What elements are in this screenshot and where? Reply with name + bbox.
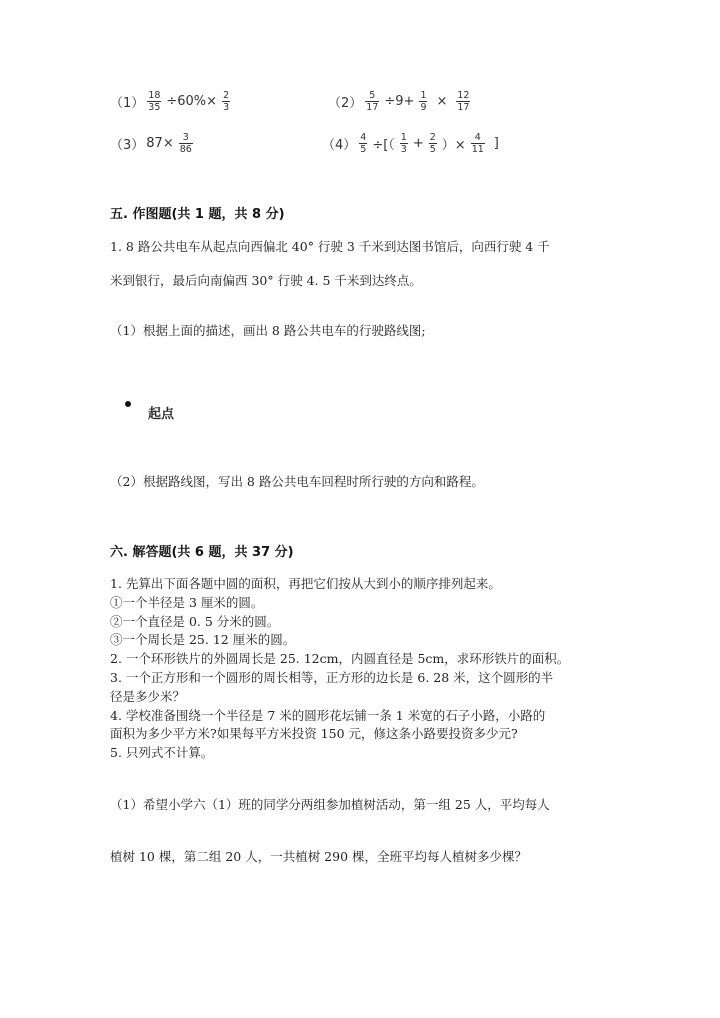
question-block: [110, 575, 569, 763]
question-line: 3. 一个正方形和一个圆形的周长相等，正方形的边长是 6. 28 米，这个圆形的半: [110, 669, 554, 685]
operator-text: ÷[（: [372, 138, 395, 153]
fraction: $\frac{18}{35}$: [148, 90, 161, 113]
calc-problem-2: [328, 90, 473, 113]
question-line: 1. 先算出下面各题中圆的面积，再把它们按从大到小的顺序排列起来。: [110, 576, 501, 591]
start-point-dot: [125, 401, 131, 407]
calc-problem-1: [110, 90, 233, 113]
problem-label: （4）: [322, 138, 357, 153]
problem-label: （1）: [110, 96, 145, 111]
fraction: $\frac{3}{86}$: [179, 132, 192, 155]
problem-label: （2）: [328, 96, 363, 111]
question-text: 米到银行，最后向南偏西 30° 行驶 4. 5 千米到达终点。: [110, 273, 422, 288]
fraction: $\frac{1}{9}$: [420, 90, 427, 113]
calc-problem-3: [110, 132, 196, 155]
question-line: 2. 一个环形铁片的外圆周长是 25. 12cm，内圆直径是 5cm，求环形铁片的面积。: [110, 651, 570, 667]
question-line: ③一个周长是 25. 12 厘米的圆。: [110, 632, 296, 648]
question-line: ①一个半径是 3 厘米的圆。: [110, 594, 264, 610]
operator-text: ）×: [441, 138, 466, 153]
question-line: 4. 学校准备围绕一个半径是 7 米的圆形花坛铺一条 1 米宽的石子小路，小路的: [110, 707, 546, 723]
question-line: 5. 只列式不计算。: [110, 745, 214, 761]
operator-text: ]: [493, 136, 499, 151]
section-heading: 五. 作图题(共 1 题，共 8 分): [110, 207, 285, 222]
fraction: $\frac{2}{3}$: [223, 90, 230, 113]
section-heading: 六. 解答题(共 6 题，共 37 分): [110, 545, 294, 560]
operator-text: ÷9+: [384, 94, 415, 109]
problem-label: （3）: [110, 138, 145, 153]
fraction: $\frac{4}{5}$: [360, 132, 367, 155]
question-line: ②一个直径是 0. 5 分米的圆。: [110, 613, 280, 629]
calc-problem-4: [322, 132, 501, 155]
question-line: 面积为多少平方米?如果每平方米投资 150 元，修这条小路要投资多少元?: [110, 726, 518, 742]
fraction: $\frac{12}{17}$: [457, 90, 470, 113]
fraction: $\frac{4}{11}$: [471, 132, 484, 155]
question-line: 径是多少米？: [110, 688, 186, 704]
fraction: $\frac{1}{3}$: [400, 132, 407, 155]
sub-question: （1）根据上面的描述，画出 8 路公共电车的行驶路线图;: [110, 323, 426, 338]
fraction: $\frac{2}{5}$: [429, 132, 436, 155]
fraction: $\frac{5}{17}$: [366, 90, 379, 113]
operator-text: ÷60%×: [166, 94, 218, 109]
operator-text: +: [412, 136, 424, 151]
operator-text: ×: [436, 94, 448, 109]
question-text: 1. 8 路公共电车从起点向西偏北 40° 行驶 3 千米到达图书馆后，向西行驶 4 千: [110, 239, 550, 254]
start-point-label: 起点: [148, 407, 175, 422]
operator-text: 87×: [146, 136, 174, 151]
sub-question: （1）希望小学六（1）班的同学分两组参加植树活动，第一组 25 人，平均每人: [110, 797, 550, 812]
sub-question: （2）根据路线图，写出 8 路公共电车回程时所行驶的方向和路程。: [110, 474, 484, 489]
sub-question: 植树 10 棵，第二组 20 人，一共植树 290 棵，全班平均每人植树多少棵？: [110, 849, 528, 864]
